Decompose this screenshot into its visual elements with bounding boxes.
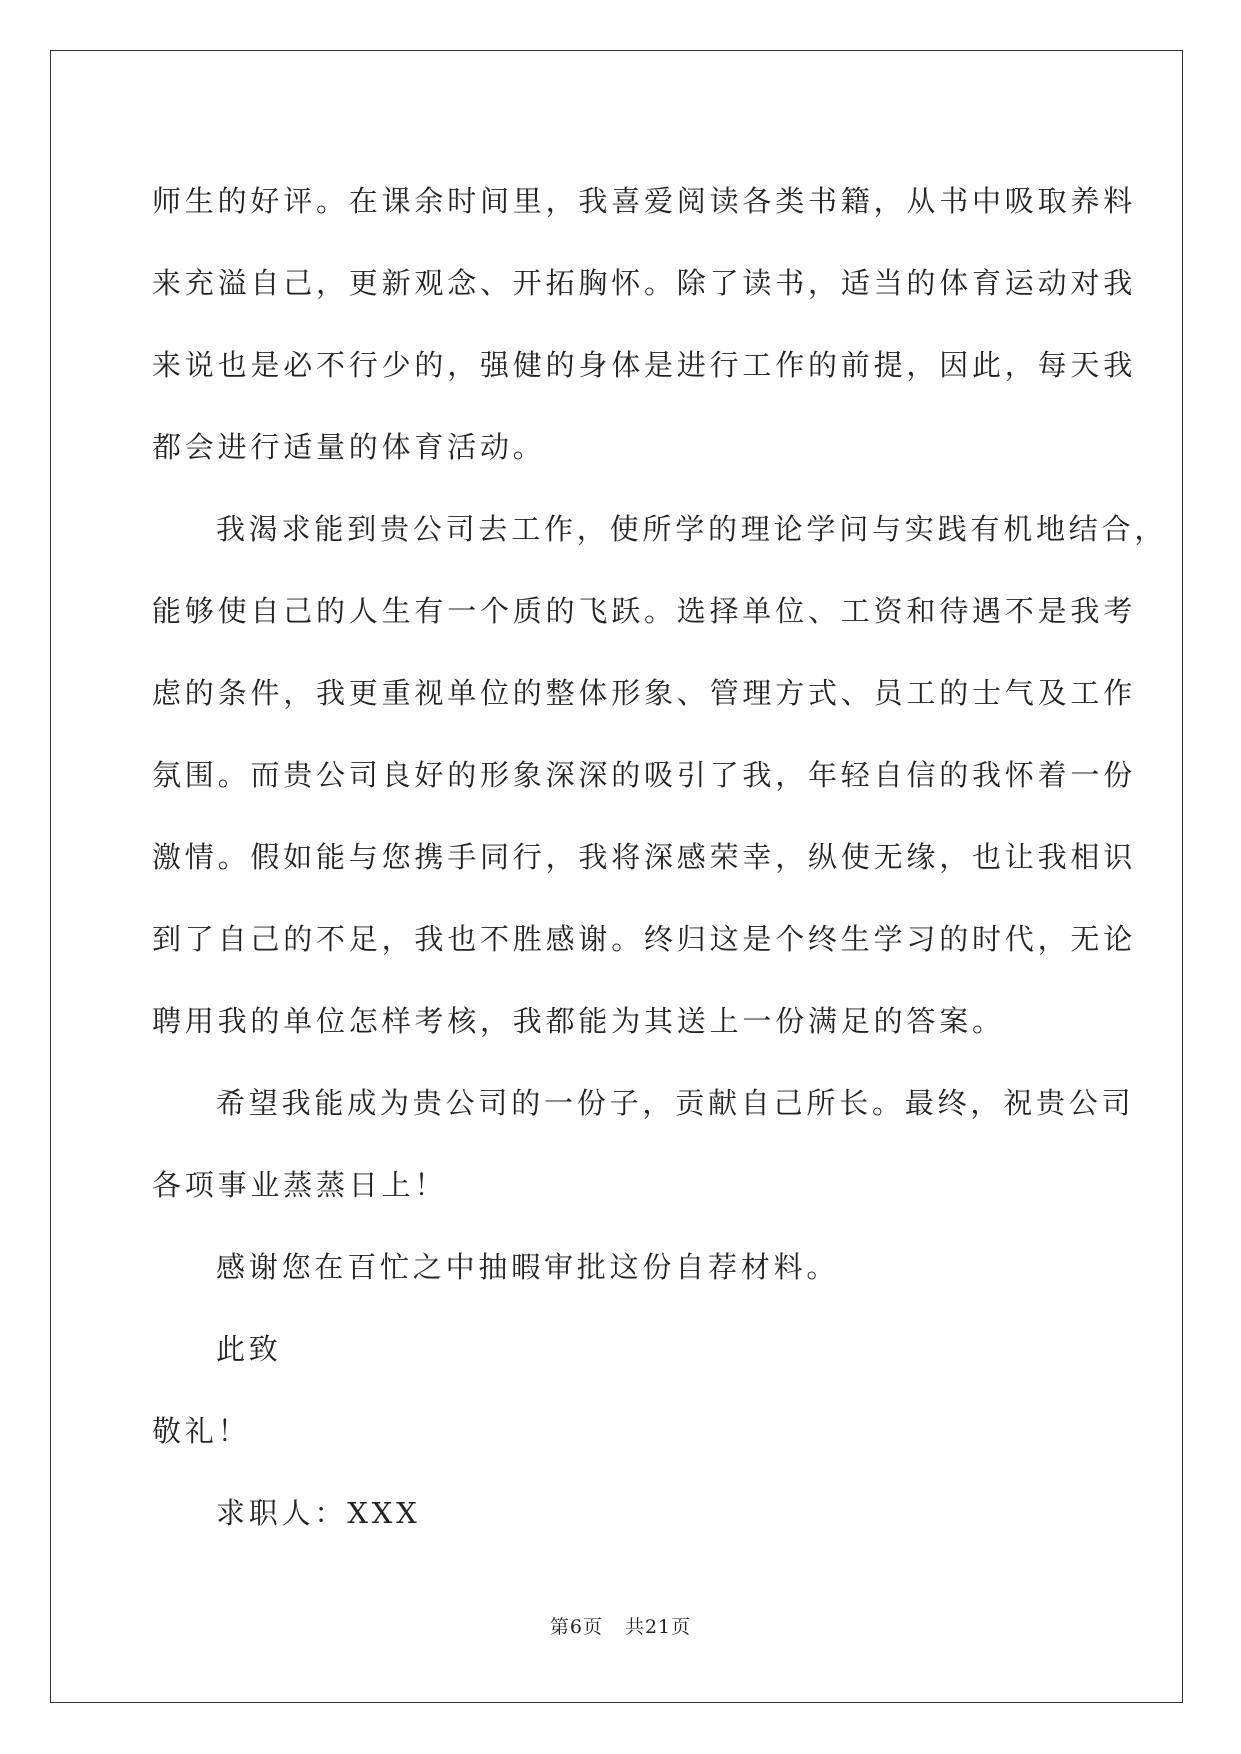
text-line: 虑的条件，我更重视单位的整体形象、管理方式、员工的士气及工作 bbox=[152, 676, 1137, 710]
text-line: 聘用我的单位怎样考核，我都能为其送上一份满足的答案。 bbox=[152, 1004, 1005, 1038]
text-line: 氛围。而贵公司良好的形象深深的吸引了我，年轻自信的我怀着一份 bbox=[152, 758, 1137, 792]
letter-body bbox=[152, 160, 1168, 1554]
text-line: 来说也是必不行少的，强健的身体是进行工作的前提，因此，每天我 bbox=[152, 348, 1137, 382]
closing-regards: 敬礼！ bbox=[152, 1414, 251, 1448]
text-line: 我渴求能到贵公司去工作，使所学的理论学问与实践有机地结合， bbox=[216, 512, 1168, 546]
closing-salutation: 此致 bbox=[216, 1332, 282, 1366]
text-line: 都会进行适量的体育活动。 bbox=[152, 430, 546, 464]
page-total: 共21页 bbox=[624, 1616, 692, 1638]
text-line: 激情。假如能与您携手同行，我将深感荣幸，纵使无缘，也让我相识 bbox=[152, 840, 1137, 874]
text-line: 来充溢自己，更新观念、开拓胸怀。除了读书，适当的体育运动对我 bbox=[152, 266, 1137, 300]
text-line: 感谢您在百忙之中抽暇审批这份自荐材料。 bbox=[216, 1250, 840, 1284]
applicant-signature: 求职人：XXX bbox=[216, 1496, 421, 1530]
text-line: 希望我能成为贵公司的一份子，贡献自己所长。最终，祝贵公司 bbox=[216, 1086, 1135, 1120]
text-line: 到了自己的不足，我也不胜感谢。终归这是个终生学习的时代，无论 bbox=[152, 922, 1137, 956]
text-line: 能够使自己的人生有一个质的飞跃。选择单位、工资和待遇不是我考 bbox=[152, 594, 1137, 628]
text-line: 师生的好评。在课余时间里，我喜爱阅读各类书籍，从书中吸取养料 bbox=[152, 184, 1137, 218]
page-footer bbox=[0, 1612, 1241, 1639]
text-line: 各项事业蒸蒸日上！ bbox=[152, 1168, 448, 1202]
page-number: 第6页 bbox=[549, 1616, 603, 1638]
